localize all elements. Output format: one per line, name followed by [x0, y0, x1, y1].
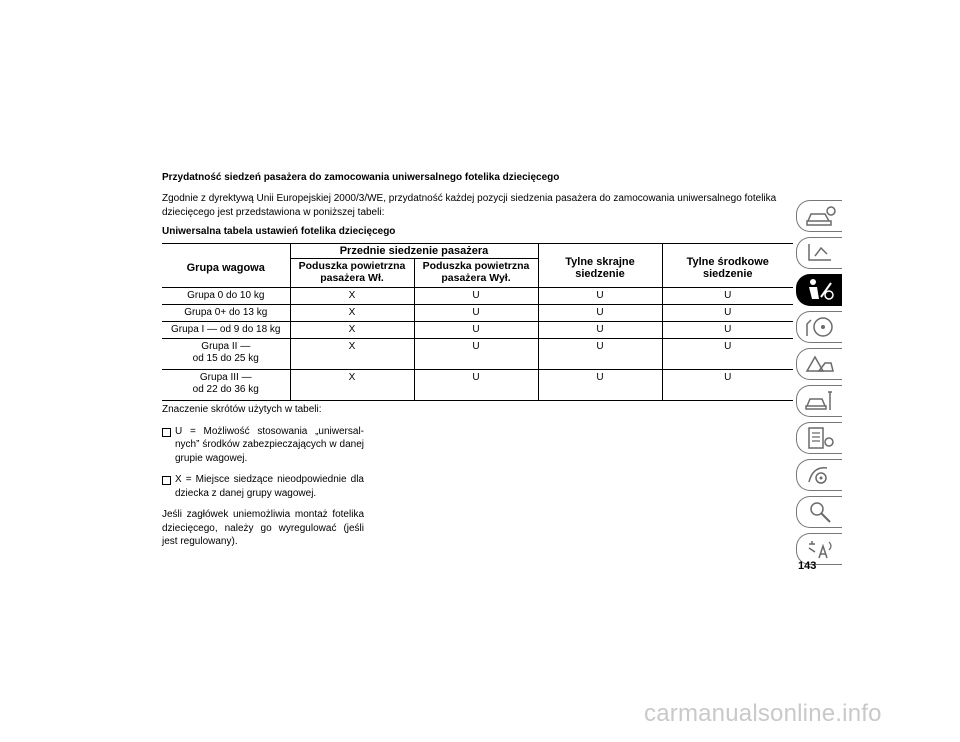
intro-paragraph: Zgodnie z dyrektywą Unii Europejskiej 2000/3/WE, przydatność każdej pozycji siedzenia pasażera do zamocowania uniwersalnego fotelika dziecięcego jest przedstawiona w poniższej tabeli:	[162, 193, 777, 218]
cell-rear-center: U	[662, 288, 793, 305]
header-weight-group: Grupa wagowa	[162, 244, 290, 288]
tab-emergency[interactable]	[796, 348, 842, 380]
cell-rear-center: U	[662, 305, 793, 322]
chapter-tabs	[796, 200, 842, 570]
service-tools-icon	[803, 388, 837, 414]
tab-index[interactable]	[796, 496, 842, 528]
car-info-icon	[803, 203, 837, 229]
tab-car-info[interactable]	[796, 200, 842, 232]
cell-airbag-off: U	[414, 288, 538, 305]
header-rear-outboard: Tylne skrajne siedzenie	[538, 244, 662, 288]
cell-rear-center: U	[662, 322, 793, 339]
header-front-seat: Przednie siedzenie pasażera	[290, 244, 538, 259]
child-seat-table	[162, 243, 793, 401]
steering-wheel-icon	[803, 314, 837, 340]
watermark: carmanualsonline.info	[644, 700, 882, 727]
table-row	[162, 339, 793, 370]
tab-safety[interactable]	[796, 274, 842, 306]
table-row	[162, 305, 793, 322]
tab-specifications[interactable]	[796, 422, 842, 454]
tab-multimedia[interactable]	[796, 459, 842, 491]
magnifier-icon	[803, 499, 837, 525]
header-airbag-off: Poduszka powietrzna pasażera Wył.	[414, 259, 538, 288]
cell-group	[162, 370, 290, 401]
cell-airbag-on: X	[290, 288, 414, 305]
cell-group-line: Grupa II —	[201, 341, 251, 352]
cell-group: Grupa 0+ do 13 kg	[162, 305, 290, 322]
legend-item	[162, 473, 364, 500]
language-index-icon	[803, 536, 837, 562]
tab-service[interactable]	[796, 385, 842, 417]
table-row	[162, 370, 793, 401]
legend	[162, 403, 364, 549]
cell-group-line: od 15 do 25 kg	[192, 353, 259, 364]
cell-airbag-off: U	[414, 370, 538, 401]
cell-rear-center: U	[662, 370, 793, 401]
cell-group: Grupa I — od 9 do 18 kg	[162, 322, 290, 339]
cell-rear-outboard: U	[538, 339, 662, 370]
cell-airbag-on: X	[290, 370, 414, 401]
table-row	[162, 288, 793, 305]
cell-group-line: od 22 do 36 kg	[192, 384, 259, 395]
table-title: Uniwersalna tabela ustawień fotelika dziecięcego	[162, 226, 396, 237]
header-airbag-on: Poduszka powietrzna pasażera Wł.	[290, 259, 414, 288]
cell-airbag-off: U	[414, 322, 538, 339]
cell-rear-outboard: U	[538, 288, 662, 305]
cell-group	[162, 339, 290, 370]
table-row	[162, 322, 793, 339]
multimedia-icon	[803, 462, 837, 488]
cell-rear-outboard: U	[538, 305, 662, 322]
tab-driving[interactable]	[796, 311, 842, 343]
cell-group-line: Grupa III —	[199, 372, 252, 383]
cell-rear-center: U	[662, 339, 793, 370]
legend-item-text: X = Miejsce siedzące nieodpowiednie dla dziecka z danej grupy wagowej.	[175, 474, 364, 499]
tab-dashboard[interactable]	[796, 237, 842, 269]
cell-airbag-on: X	[290, 322, 414, 339]
legend-item	[162, 425, 364, 466]
page-number: 143	[798, 560, 817, 572]
cell-airbag-off: U	[414, 339, 538, 370]
header-rear-center: Tylne środkowe siedzenie	[662, 244, 793, 288]
cell-rear-outboard: U	[538, 322, 662, 339]
cell-airbag-on: X	[290, 339, 414, 370]
section-heading: Przydatność siedzeń pasażera do zamocowania uniwersalnego fotelika dziecięcego	[162, 172, 560, 183]
legend-intro: Znaczenie skrótów użytych w tabeli:	[162, 404, 322, 415]
square-bullet-icon	[162, 428, 171, 437]
legend-item-text: U = Możliwość stosowania „uniwersal-nych” środków zabezpieczających w danej grupie wagowej.	[175, 425, 364, 464]
square-bullet-icon	[162, 476, 171, 485]
legend-note: Jeśli zagłówek uniemożliwia montaż fotelika dziecięcego, należy go wyregulować (jeśli jest regulowany).	[162, 509, 364, 547]
dashboard-lights-icon	[803, 240, 837, 266]
emergency-warning-icon	[803, 351, 837, 377]
cell-group: Grupa 0 do 10 kg	[162, 288, 290, 305]
specifications-list-icon	[803, 425, 837, 451]
cell-airbag-on: X	[290, 305, 414, 322]
seatbelt-safety-icon	[803, 277, 837, 303]
cell-airbag-off: U	[414, 305, 538, 322]
cell-rear-outboard: U	[538, 370, 662, 401]
